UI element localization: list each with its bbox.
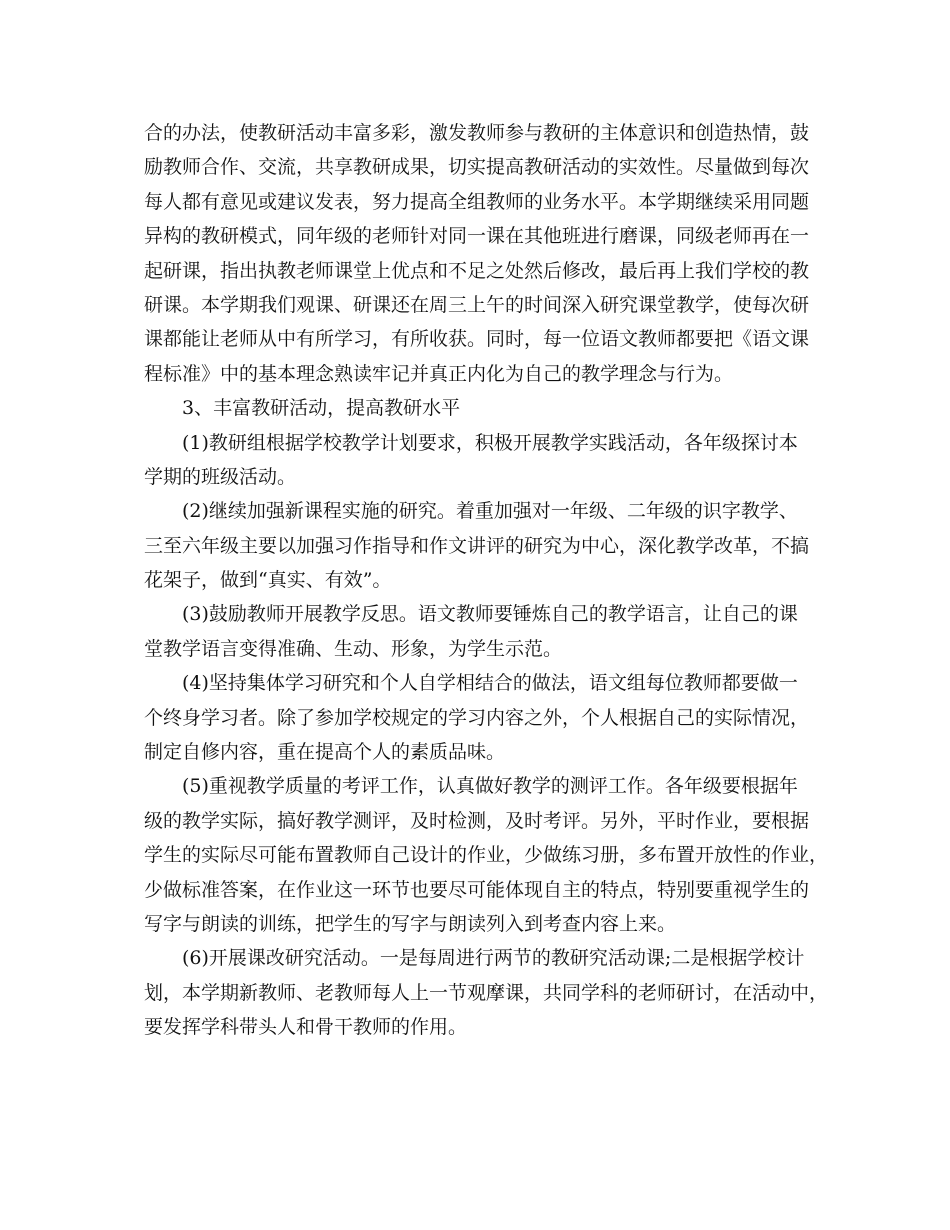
- text-line: 课都能让老师从中有所学习，有所收获。同时，每一位语文教师都要把《语文课: [144, 328, 810, 351]
- text-line: 学期的班级活动。: [144, 465, 297, 488]
- paragraph-item-6: [144, 941, 829, 1044]
- paragraph-item-4: [144, 666, 810, 769]
- text-line: (1)教研组根据学校教学计划要求，积极开展教学实践活动，各年级探讨本: [182, 431, 798, 454]
- paragraph-item-1: [144, 426, 810, 495]
- text-line: (2)继续加强新课程实施的研究。着重加强对一年级、二年级的识字教学、: [182, 500, 798, 523]
- text-line: 励教师合作、交流，共享教研成果，切实提高教研活动的实效性。尽量做到每次: [144, 156, 810, 179]
- text-line: 起研课，指出执教老师课堂上优点和不足之处然后修改，最后再上我们学校的教: [144, 259, 810, 282]
- text-line: 每人都有意见或建议发表，努力提高全组教师的业务水平。本学期继续采用同题: [144, 190, 810, 213]
- text-line: 合的办法，使教研活动丰富多彩，激发教师参与教研的主体意识和创造热情，鼓: [144, 122, 810, 144]
- text-line: 写字与朗读的训练，把学生的写字与朗读列入到考查内容上来。: [144, 912, 677, 935]
- text-line: 学生的实际尽可能布置教师自己设计的作业，少做练习册，多布置开放性的作业，: [144, 844, 829, 867]
- text-line: 少做标准答案，在作业这一环节也要尽可能体现自主的特点，特别要重视学生的: [144, 878, 810, 901]
- text-line: 个终身学习者。除了参加学校规定的学习内容之外，个人根据自己的实际情况，: [144, 706, 810, 729]
- text-line: 花架子，做到“真实、有效”。: [144, 569, 392, 592]
- paragraph-item-5: [144, 769, 829, 941]
- paragraph-intro-continued: [144, 116, 810, 391]
- text-line: 要发挥学科带头人和骨干教师的作用。: [144, 1016, 468, 1039]
- section-heading: 3、丰富教研活动，提高教研水平: [182, 397, 461, 420]
- text-line: 划，本学期新教师、老教师每人上一节观摩课，共同学科的老师研讨，在活动中，: [144, 981, 829, 1004]
- paragraph-item-2: [144, 494, 810, 597]
- text-line: (6)开展课改研究活动。一是每周进行两节的教研究活动课;二是根据学校计: [182, 947, 805, 970]
- text-line: 级的教学实际，搞好教学测评，及时检测，及时考评。另外，平时作业，要根据: [144, 809, 810, 832]
- text-line: (4)坚持集体学习研究和个人自学相结合的做法，语文组每位教师都要做一: [182, 672, 798, 695]
- text-line: (5)重视教学质量的考评工作，认真做好教学的测评工作。各年级要根据年: [182, 775, 798, 798]
- text-line: (3)鼓励教师开展教学反思。语文教师要锤炼自己的教学语言，让自己的课: [182, 603, 798, 626]
- text-line: 堂教学语言变得准确、生动、形象，为学生示范。: [144, 637, 563, 660]
- paragraph-section-3-heading: [144, 391, 810, 425]
- paragraph-item-3: [144, 597, 810, 666]
- text-line: 异构的教研模式，同年级的老师针对同一课在其他班进行磨课，同级老师再在一: [144, 225, 810, 248]
- text-line: 程标准》中的基本理念熟读牢记并真正内化为自己的教学理念与行为。: [144, 362, 734, 385]
- text-line: 研课。本学期我们观课、研课还在周三上午的时间深入研究课堂教学，使每次研: [144, 293, 810, 316]
- text-line: 三至六年级主要以加强习作指导和作文讲评的研究为中心，深化教学改革，不搞: [144, 534, 810, 557]
- document-body: [144, 116, 829, 1045]
- text-line: 制定自修内容，重在提高个人的素质品味。: [144, 741, 506, 764]
